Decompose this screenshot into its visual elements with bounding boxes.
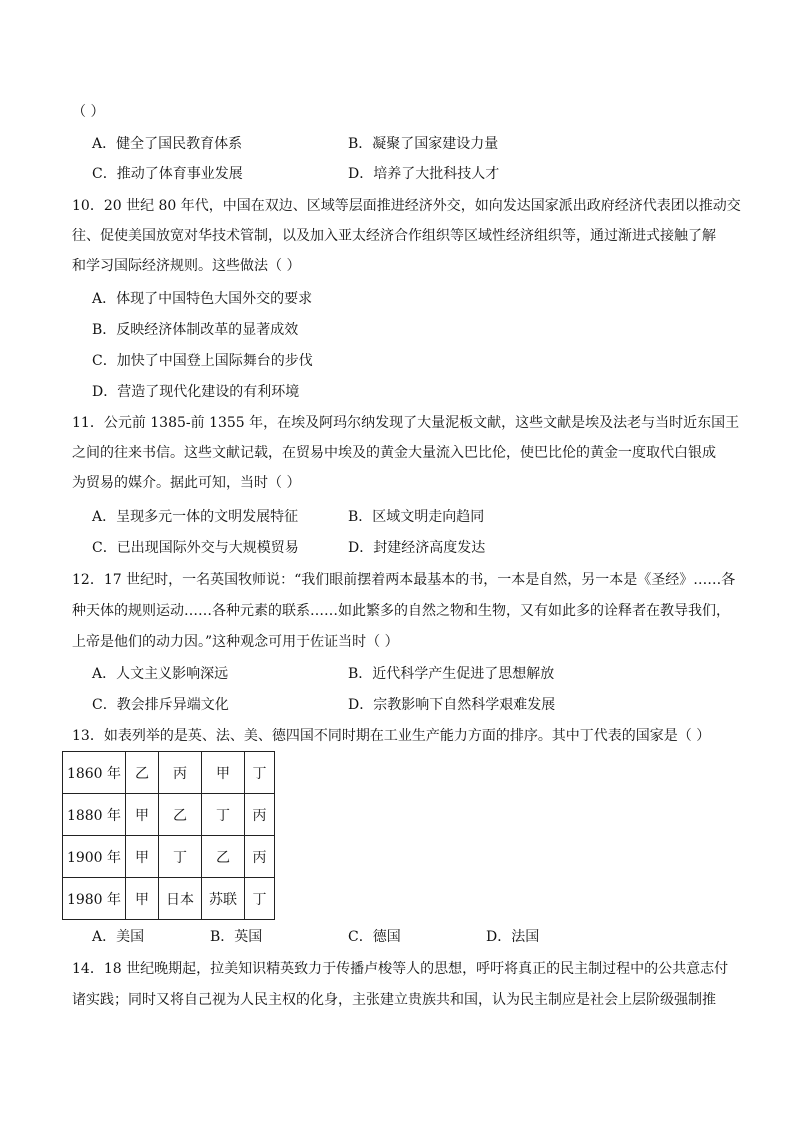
table-cell: 1860 年: [63, 752, 126, 794]
q12-option-d: D．宗教影响下自然科学艰难发展: [348, 697, 556, 713]
q9-option-b: B．凝聚了国家建设力量: [348, 136, 499, 152]
q9-blank: （ ）: [72, 104, 105, 120]
table-cell: 1980 年: [63, 878, 126, 920]
q14-stem-line-2: 诸实践；同时又将自己视为人民主权的化身，主张建立贵族共和国，认为民主制应是社会上层阶级强制推: [72, 992, 716, 1008]
q12-stem-line-1: 12．17 世纪时，一名英国牧师说：“我们眼前摆着两本最基本的书，一本是自然，另一本是《圣经》……各: [72, 572, 736, 588]
q10-stem-line-2: 往、促使美国放宽对华技术管制，以及加入亚太经济合作组织等区域性经济组织等，通过渐进式接触了解: [72, 228, 716, 244]
table-cell: 乙: [202, 836, 245, 878]
table-cell: 丙: [245, 836, 275, 878]
q10-stem-line-3: 和学习国际经济规则。这些做法（ ）: [72, 258, 301, 274]
q9-option-c: C．推动了体育事业发展: [92, 166, 243, 182]
q13-option-a: A．美国: [92, 929, 145, 945]
q12-stem-line-2: 种天体的规则运动……各种元素的联系……如此繁多的自然之物和生物，又有如此多的诠释者在教导我们，: [72, 603, 730, 619]
table-cell: 丙: [159, 752, 202, 794]
table-cell: 甲: [126, 878, 159, 920]
q13-option-d: D．法国: [486, 929, 540, 945]
q9-option-d: D．培养了大批科技人才: [348, 166, 500, 182]
q13-stem-line-1: 13．如表列举的是英、法、美、德四国不同时期在工业生产能力方面的排序。其中丁代表的国家是（ ）: [72, 728, 711, 744]
table-cell: 甲: [126, 794, 159, 836]
q10-option-c: C．加快了中国登上国际舞台的步伐: [92, 353, 313, 369]
table-cell: 丙: [245, 794, 275, 836]
q13-option-c: C．德国: [348, 929, 401, 945]
table-cell: 苏联: [202, 878, 245, 920]
q11-option-b: B．区域文明走向趋同: [348, 509, 485, 525]
table-cell: 1900 年: [63, 836, 126, 878]
q10-option-b: B．反映经济体制改革的显著成效: [92, 322, 299, 338]
table-row: [63, 836, 275, 878]
q11-stem-line-2: 之间的往来书信。这些文献记载，在贸易中埃及的黄金大量流入巴比伦，使巴比伦的黄金一度取代白银成: [72, 445, 716, 461]
q11-option-c: C．已出现国际外交与大规模贸易: [92, 540, 299, 556]
table-cell: 丁: [245, 878, 275, 920]
table-cell: 丁: [159, 836, 202, 878]
table-row: [63, 878, 275, 920]
q13-option-b: B．英国: [210, 929, 263, 945]
q11-option-d: D．封建经济高度发达: [348, 540, 486, 556]
q12-option-c: C．教会排斥异端文化: [92, 697, 229, 713]
q12-stem-line-3: 上帝是他们的动力因。”这种观念可用于佐证当时（ ）: [72, 634, 399, 650]
table-cell: 1880 年: [63, 794, 126, 836]
q14-stem-line-1: 14．18 世纪晚期起，拉美知识精英致力于传播卢梭等人的思想，呼吁将真正的民主制过程中的公共意志付: [72, 961, 729, 977]
q10-stem-line-1: 10．20 世纪 80 年代，中国在双边、区域等层面推进经济外交，如向发达国家派出政府经济代表团以推动交: [72, 198, 741, 214]
q11-stem-line-1: 11．公元前 1385-前 1355 年，在埃及阿玛尔纳发现了大量泥板文献，这些文献是埃及法老与当时近东国王: [72, 415, 740, 431]
q11-option-a: A．呈现多元一体的文明发展特征: [92, 509, 299, 525]
table-cell: 日本: [159, 878, 202, 920]
table-cell: 丁: [245, 752, 275, 794]
q10-option-a: A．体现了中国特色大国外交的要求: [92, 291, 313, 307]
table-cell: 乙: [126, 752, 159, 794]
table-cell: 甲: [126, 836, 159, 878]
table-cell: 乙: [159, 794, 202, 836]
ranking-table: [62, 751, 275, 920]
q10-option-d: D．营造了现代化建设的有利环境: [92, 384, 300, 400]
table-row: [63, 794, 275, 836]
table-cell: 甲: [202, 752, 245, 794]
q11-stem-line-3: 为贸易的媒介。据此可知，当时（ ）: [72, 475, 301, 491]
table-cell: 丁: [202, 794, 245, 836]
table-row: [63, 752, 275, 794]
q12-option-a: A．人文主义影响深远: [92, 666, 229, 682]
q12-option-b: B．近代科学产生促进了思想解放: [348, 666, 555, 682]
q9-option-a: A．健全了国民教育体系: [92, 136, 243, 152]
